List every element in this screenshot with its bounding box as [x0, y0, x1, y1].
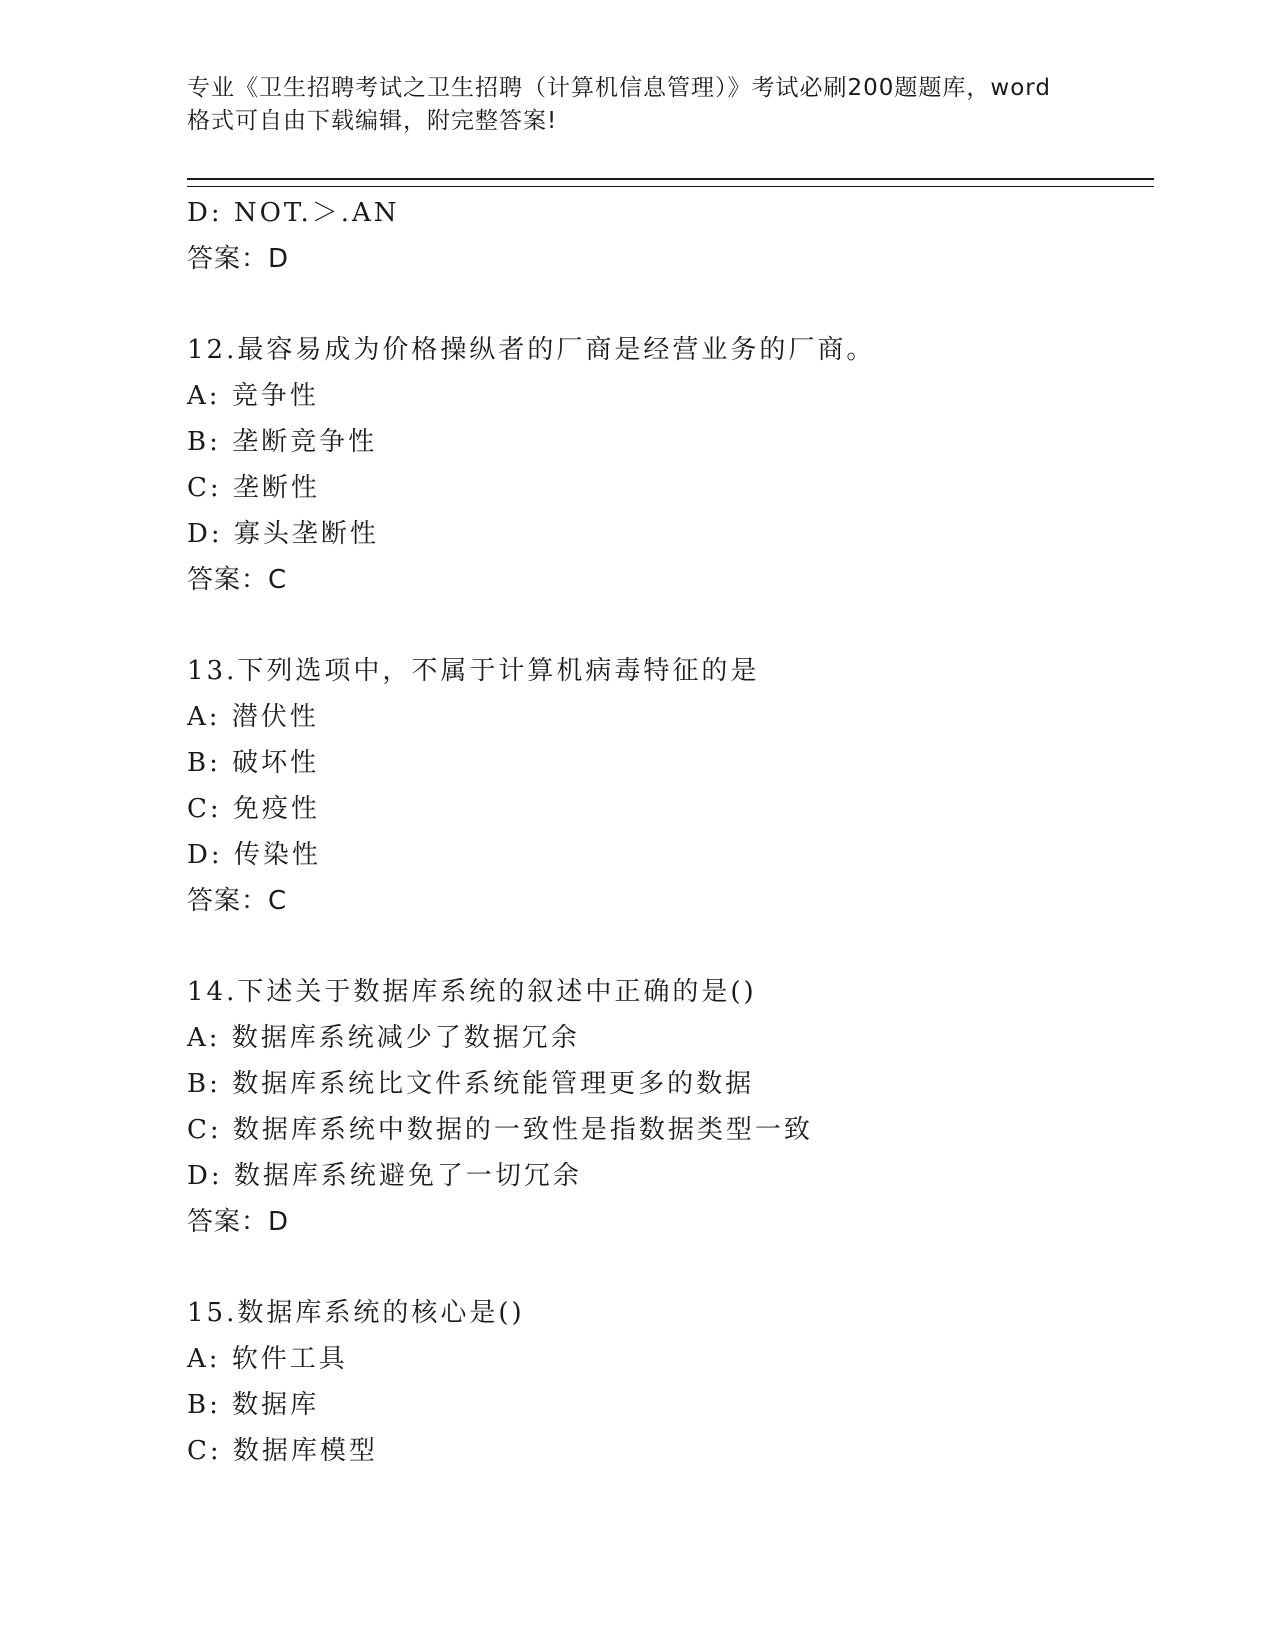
option-c: C: 数据库模型 [187, 1436, 378, 1466]
option-d: D: 寡头垄断性 [187, 519, 379, 549]
question-12 [187, 327, 1147, 603]
question-stem: 12.最容易成为价格操纵者的厂商是经营业务的厂商。 [187, 335, 876, 365]
question-stem: 15.数据库系统的核心是() [187, 1298, 525, 1328]
header-line-1: 专业《卫生招聘考试之卫生招聘（计算机信息管理）》考试必刷200题题库，word [187, 75, 1051, 101]
option-a: A: 数据库系统减少了数据冗余 [187, 1023, 580, 1053]
option-a: A: 竞争性 [187, 381, 319, 411]
question-14 [187, 969, 1147, 1245]
spacer [187, 282, 1147, 327]
header-divider [187, 178, 1154, 187]
option-b: B: 数据库系统比文件系统能管理更多的数据 [187, 1069, 755, 1099]
option-a: A: 潜伏性 [187, 702, 319, 732]
option-d: D: NOT.＞.AN [187, 198, 400, 228]
option-c: C: 垄断性 [187, 473, 320, 503]
question-stem: 14.下述关于数据库系统的叙述中正确的是() [187, 977, 757, 1007]
answer: 答案：D [187, 1207, 290, 1237]
option-c: C: 免疫性 [187, 794, 320, 824]
header-line-2: 格式可自由下载编辑，附完整答案! [187, 108, 558, 134]
spacer [187, 603, 1147, 648]
option-b: B: 数据库 [187, 1390, 320, 1420]
option-c: C: 数据库系统中数据的一致性是指数据类型一致 [187, 1115, 813, 1145]
question-stem: 13.下列选项中，不属于计算机病毒特征的是 [187, 656, 760, 686]
option-a: A: 软件工具 [187, 1344, 348, 1374]
answer: 答案：C [187, 565, 288, 595]
option-d: D: 数据库系统避免了一切冗余 [187, 1161, 582, 1191]
question-11-tail [187, 190, 1147, 282]
document-header [187, 72, 1087, 138]
spacer [187, 924, 1147, 969]
question-13 [187, 648, 1147, 924]
option-b: B: 破坏性 [187, 748, 320, 778]
question-15 [187, 1290, 1147, 1474]
spacer [187, 1245, 1147, 1290]
option-d: D: 传染性 [187, 840, 321, 870]
option-b: B: 垄断竞争性 [187, 427, 378, 457]
answer: 答案：D [187, 244, 290, 274]
answer: 答案：C [187, 886, 288, 916]
question-list [187, 190, 1147, 1474]
